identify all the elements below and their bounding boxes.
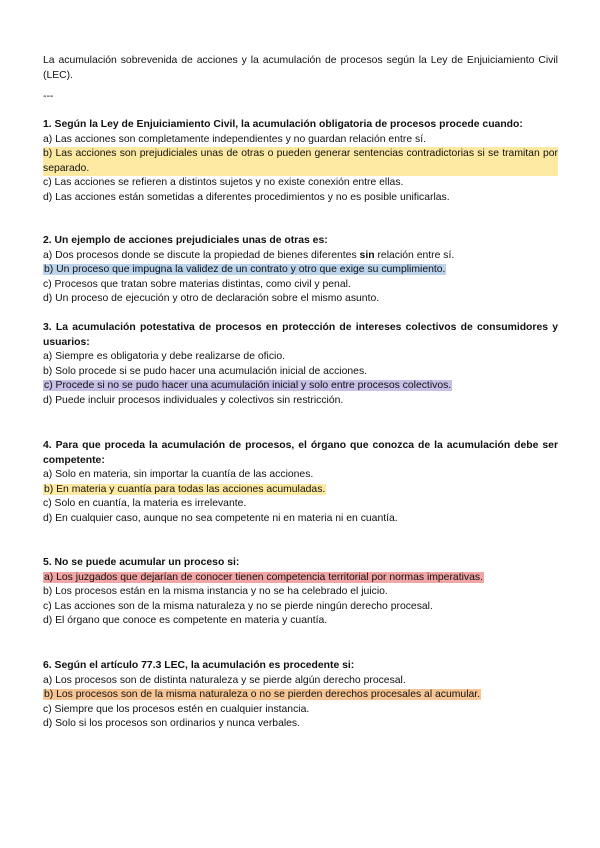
option-b-highlighted: b) En materia y cuantía para todas las acciones acumuladas. <box>44 483 326 495</box>
option-a-emphasis: sin <box>359 249 375 261</box>
question-title: 3. La acumulación potestativa de procesos en protección de intereses colectivos de consumidores y usuarios: <box>43 322 558 348</box>
option-c: c) Las acciones se refieren a distintos sujetos y no existe conexión entre ellas. <box>43 177 404 189</box>
intro-paragraph: La acumulación sobrevenida de acciones y la acumulación de procesos según la Ley de Enjuiciamiento Civil (LEC). <box>43 55 558 82</box>
option-d: d) Un proceso de ejecución y otro de declaración sobre el mismo asunto. <box>43 293 380 305</box>
option-b: b) Los procesos están en la misma instancia y no se ha celebrado el juicio. <box>43 586 388 598</box>
option-c-highlighted: c) Procede si no se pudo hacer una acumulación inicial y solo entre procesos colectivos. <box>44 380 452 392</box>
question-title: 2. Un ejemplo de acciones prejudiciales unas de otras es: <box>43 235 328 246</box>
option-a: a) Los procesos son de distinta naturaleza y se pierde algún derecho procesal. <box>43 674 406 686</box>
option-b: b) Solo procede si se pudo hacer una acumulación inicial de acciones. <box>43 365 368 377</box>
option-c: c) Procesos que tratan sobre materias distintas, como civil y penal. <box>43 278 351 290</box>
option-c: c) Las acciones son de la misma naturaleza y no se pierde ningún derecho procesal. <box>43 600 433 612</box>
question-5 <box>43 556 558 629</box>
question-4 <box>43 439 558 527</box>
question-title: 5. No se puede acumular un proceso si: <box>43 557 240 568</box>
option-a-part-3: relación entre sí. <box>374 249 455 261</box>
question-title: 4. Para que proceda la acumulación de procesos, el órgano que conozca de la acumulación debe ser competente: <box>43 440 558 466</box>
option-a-part-1: a) Dos procesos donde se discute la propiedad de bienes diferentes <box>43 249 360 261</box>
option-b-highlighted: b) Los procesos son de la misma naturaleza o no se pierden derechos procesales al acumular. <box>44 689 481 701</box>
option-d: d) Solo si los procesos son ordinarios y nunca verbales. <box>43 718 301 730</box>
option-d: d) En cualquier caso, aunque no sea competente ni en materia ni en cuantía. <box>43 512 398 524</box>
question-1 <box>43 118 558 206</box>
question-6 <box>43 659 558 732</box>
option-b-highlighted: b) Las acciones son prejudiciales unas de otras o pueden generar sentencias contradictorias si se tramitan por separado. <box>43 147 558 176</box>
question-2 <box>43 234 558 307</box>
option-c: c) Siempre que los procesos estén en cualquier instancia. <box>43 703 310 715</box>
option-a-highlighted: a) Los juzgados que dejarían de conocer tienen competencia territorial por normas imperativas. <box>44 571 483 583</box>
question-title: 1. Según la Ley de Enjuiciamiento Civil, la acumulación obligatoria de procesos procede cuando: <box>43 119 523 130</box>
option-b-highlighted: b) Un proceso que impugna la validez de un contrato y otro que exige su cumplimiento. <box>44 264 446 276</box>
separator: --- <box>43 91 54 102</box>
option-a <box>43 249 558 264</box>
option-d: d) El órgano que conoce es competente en materia y cuantía. <box>43 615 328 627</box>
option-d: d) Las acciones están sometidas a diferentes procedimientos y no es posible unificarlas. <box>43 191 450 203</box>
option-c: c) Solo en cuantía, la materia es irrelevante. <box>43 498 247 510</box>
option-a: a) Las acciones son completamente independientes y no guardan relación entre sí. <box>43 133 426 145</box>
option-a: a) Siempre es obligatoria y debe realizarse de oficio. <box>43 351 285 363</box>
question-3 <box>43 321 558 409</box>
option-a: a) Solo en materia, sin importar la cuantía de las acciones. <box>43 469 314 481</box>
option-d: d) Puede incluir procesos individuales y colectivos sin restricción. <box>43 394 344 406</box>
question-title: 6. Según el artículo 77.3 LEC, la acumulación es procedente si: <box>43 660 355 671</box>
